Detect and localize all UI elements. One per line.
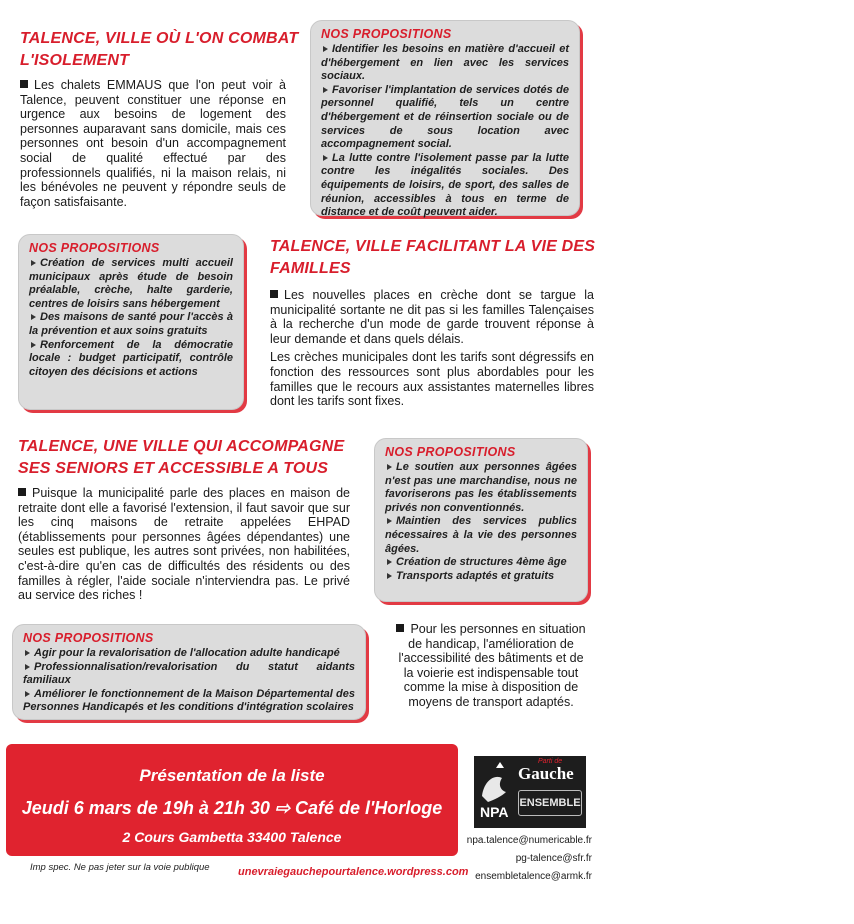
arrow-right-icon [25, 650, 30, 656]
banner-date: Jeudi 6 mars de 19h à 21h 30 ⇨ Café de l'Horloge [21, 798, 443, 818]
arrow-right-icon [25, 691, 30, 697]
propositions-title: NOS PROPOSITIONS [321, 27, 452, 41]
list-item: Maintien des services publics nécessaires à la vie des personnes âgées. [385, 515, 577, 555]
section-familles-text2: Les crèches municipales dont les tarifs sont dégressifs en fonction des ressources sont plus abordables pour les familles que le recours aux assistantes maternelles libres dont les tarifs sont fixes. [270, 350, 594, 409]
arrow-right-icon [387, 573, 392, 579]
arrow-right-icon [31, 314, 36, 320]
arrow-right-icon [323, 46, 328, 52]
email-pg[interactable]: pg-talence@sfr.fr [515, 853, 592, 864]
banner-title: Présentation de la liste [139, 766, 325, 785]
list-item: Transports adaptés et gratuits [385, 570, 577, 584]
section-seniors-title [18, 436, 363, 480]
gauche-label: Gauche [518, 764, 574, 783]
propositions-list [29, 257, 233, 379]
propositions-list [385, 461, 577, 583]
section-familles-text: Les nouvelles places en crèche dont se targue la municipalité sortante ne dit pas si les familles Talençaises à la recherche d'un mode de garde trouvent réponse à leur demande et dans quels délais. Les crèches municipales dont les tarifs sont dégressifs en fonction des ressources sont plus abordables pour les familles que le recours aux assistantes maternelles libres dont les tarifs sont fixes. [270, 288, 594, 409]
section-seniors-text: Puisque la municipalité parle des places en maison de retraite dont elle a favorisé l'extension, il faut savoir que sur les cinq maisons de retraite appelées EHPAD (établissements pour personnes âgées dépendantes) une seules est publique, les autres sont privées, non habilitées, c'est-à-dire qu'en cas de difficultés des résidents ou des familles à régler, l'aide sociale n'interviendra pas. Le privé au service des riches ! [18, 486, 350, 603]
list-item: Identifier les besoins en matière d'accueil et d'hébergement en lien avec les services sociaux. [321, 43, 569, 83]
bullet-square-icon [270, 290, 278, 298]
party-logos [474, 756, 586, 828]
bullet-square-icon [20, 80, 28, 88]
section-isolement-title-line2: L'ISOLEMENT [20, 52, 130, 69]
section-familles-title-line2: FAMILLES [270, 260, 351, 277]
propositions-list [321, 43, 569, 220]
section-isolement-text: Les chalets EMMAUS que l'on peut voir à Talence, peuvent constituer une réponse en urgence aux besoins de logement des personnes auparavant sans domicile, mais ces personnes ont besoin d'un accompagnement social de qualité effectué par des professionnels qualifiés, ni la maison relais, ni les bénévoles ne peuvent y répondre seuls de façon satisfaisante. [20, 78, 286, 209]
list-item: Professionnalisation/revalorisation du statut aidants familiaux [23, 660, 355, 687]
contact-emails [438, 834, 592, 884]
email-ensemble[interactable]: ensembletalence@armk.fr [475, 871, 592, 882]
npa-label: NPA [480, 804, 509, 820]
list-item: Améliorer le fonctionnement de la Maison Départemental des Personnes Handicapés et les conditions d'intégration scolaires [23, 687, 355, 714]
propositions-box-seniors [374, 438, 588, 602]
propositions-list [23, 647, 355, 715]
arrow-right-icon [31, 342, 36, 348]
arrow-right-icon [31, 260, 36, 266]
list-item: Le soutien aux personnes âgées n'est pas une marchandise, nous ne favoriserons pas les établissements privés non conventionnés. [385, 461, 577, 514]
section-isolement-title-line1: TALENCE, VILLE OÙ L'ON COMBAT [20, 30, 299, 47]
propositions-box-familles [18, 234, 244, 410]
propositions-box-handicap [12, 624, 366, 720]
gauche-small-label: Parti de [538, 758, 563, 765]
list-item: Création de structures 4ème âge [385, 556, 577, 570]
arrow-right-icon [323, 155, 328, 161]
arrow-right-icon [387, 464, 392, 470]
section-seniors-title-line1: TALENCE, UNE VILLE QUI ACCOMPAGNE [18, 438, 345, 455]
list-item: Renforcement de la démocratie locale : budget participatif, contrôle citoyen des décisions et actions [29, 338, 233, 378]
section-handicap-text: Pour les personnes en situation de handicap, l'amélioration de l'accessibilité des bâtiments et de la voierie est indispensable tout comme la mise à disposition de moyens de transport adaptés. [398, 622, 586, 709]
propositions-box-isolement [310, 20, 580, 219]
ensemble-label: ENSEMBLE [518, 790, 582, 816]
imp-spec-notice: Imp spec. Ne pas jeter sur la voie publique [30, 862, 210, 873]
event-banner [6, 744, 458, 856]
propositions-title: NOS PROPOSITIONS [29, 241, 160, 255]
arrow-right-icon [25, 664, 30, 670]
bullet-square-icon [396, 624, 404, 632]
list-item: Favoriser l'implantation de services dotés de personnel qualifié, tels un centre d'hébergement et de réinsertion sociale ou de services de sous location avec accompagnement social. [321, 83, 569, 151]
section-familles-title-line1: TALENCE, VILLE FACILITANT LA VIE DES [270, 238, 596, 255]
list-item: La lutte contre l'isolement passe par la lutte contre les inégalités sociales. Des équipements de loisirs, de sport, des salles de réunion, accessibles à tous en terme de distance et de coût peuvent aider. [321, 151, 569, 219]
section-familles-title [270, 236, 600, 280]
banner-address: 2 Cours Gambetta 33400 Talence [122, 829, 342, 845]
website-link[interactable]: unevraiegauchepourtalence.wordpress.com [238, 866, 469, 878]
section-seniors-title-line2: SES SENIORS ET ACCESSIBLE A TOUS [18, 460, 329, 477]
propositions-title: NOS PROPOSITIONS [23, 631, 154, 645]
email-npa[interactable]: npa.talence@numericable.fr [466, 835, 592, 846]
arrow-right-icon [323, 87, 328, 93]
bullet-square-icon [18, 488, 26, 496]
arrow-right-icon [387, 518, 392, 524]
list-item: Agir pour la revalorisation de l'allocation adulte handicapé [23, 647, 355, 661]
list-item: Création de services multi accueil municipaux après étude de besoin préalable, crèche, halte garderie, centres de loisirs sans hébergement [29, 257, 233, 310]
arrow-right-icon [387, 559, 392, 565]
propositions-title: NOS PROPOSITIONS [385, 445, 516, 459]
section-isolement-title [20, 28, 300, 72]
list-item: Des maisons de santé pour l'accès à la prévention et aux soins gratuits [29, 311, 233, 337]
